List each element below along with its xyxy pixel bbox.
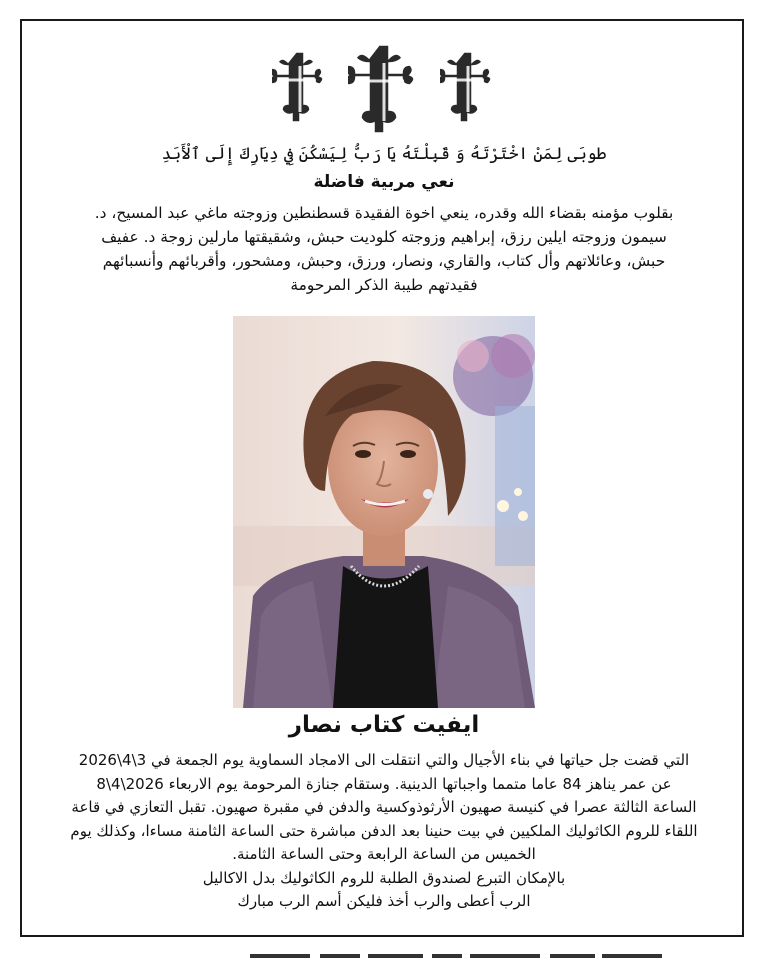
- details-line: الخميس من الساعة الرابعة وحتى الساعة الثامنة.: [232, 845, 536, 863]
- intro-line: فقيدتهم طيبة الذكر المرحومة: [290, 276, 478, 294]
- details-line: عن عمر يناهز 84 عاما متمما واجباتها الدينية. وستقام جنازة المرحومة يوم الاربعاء 2026\4\8: [96, 774, 672, 793]
- details-line: التي قضت جل حياتها في بناء الأجيال والتي انتقلت الى الامجاد السماوية يوم الجمعة في 3\4\2026: [78, 751, 690, 769]
- intro-line: حبش، وعائلاتهم وأل كتاب، والقاري، ونصار، ورزق، وحبش، ومشحور، وأقربائهم وأنسبائهم: [102, 252, 666, 270]
- deceased-name: ايفيت كتاب نصار: [288, 712, 480, 738]
- details-line: الساعة الثالثة عصرا في كنيسة صهيون الأرثوذوكسية والدفن في مقبرة صهيون. تقبل التعازي في قاعة: [71, 798, 697, 816]
- orthodox-cross-icon: [272, 48, 328, 126]
- intro-line: سيمون وزوجته ايلين رزق، إبراهيم وزوجته كلوديت حبش، وشقيقتها مارلين زوجة د. عفيف: [101, 228, 667, 246]
- details-line: الرب أعطى والرب أخذ فليكن أسم الرب مبارك: [237, 892, 531, 910]
- obituary-heading: نعي مربية فاضلة: [313, 172, 455, 192]
- portrait-illustration: [233, 316, 535, 708]
- funeral-details: [30, 749, 738, 914]
- details-line: اللقاء للروم الكاثوليك الملكيين في بيت حنينا بعد الدفن مباشرة حتى الساعة الثامنة مساءا، وكذلك يوم: [70, 821, 698, 840]
- details-line: بالإمكان التبرع لصندوق الطلبة للروم الكاثوليك بدل الاكاليل: [202, 868, 566, 887]
- orthodox-cross-icon: [348, 41, 420, 139]
- intro-line: بقلوب مؤمنه بقضاء الله وقدره، ينعي اخوة الفقيدة قسطنطين وزوجته ماغي عبد المسيح، د.: [94, 204, 674, 222]
- cropped-text-strip: [250, 951, 670, 960]
- announcement-intro: [34, 201, 734, 297]
- portrait-photo: [233, 316, 535, 708]
- orthodox-cross-icon: [440, 48, 496, 126]
- bible-verse: طوبَى لِمَنْ اخْتَرْتَهُ وَ قَبِلْتَهُ يَا رَبُّ لِيَسْكُنَ فِي دِيَارِكَ إِلَى ٱلْأَبَدِ: [161, 144, 607, 163]
- crosses-header: [0, 40, 768, 140]
